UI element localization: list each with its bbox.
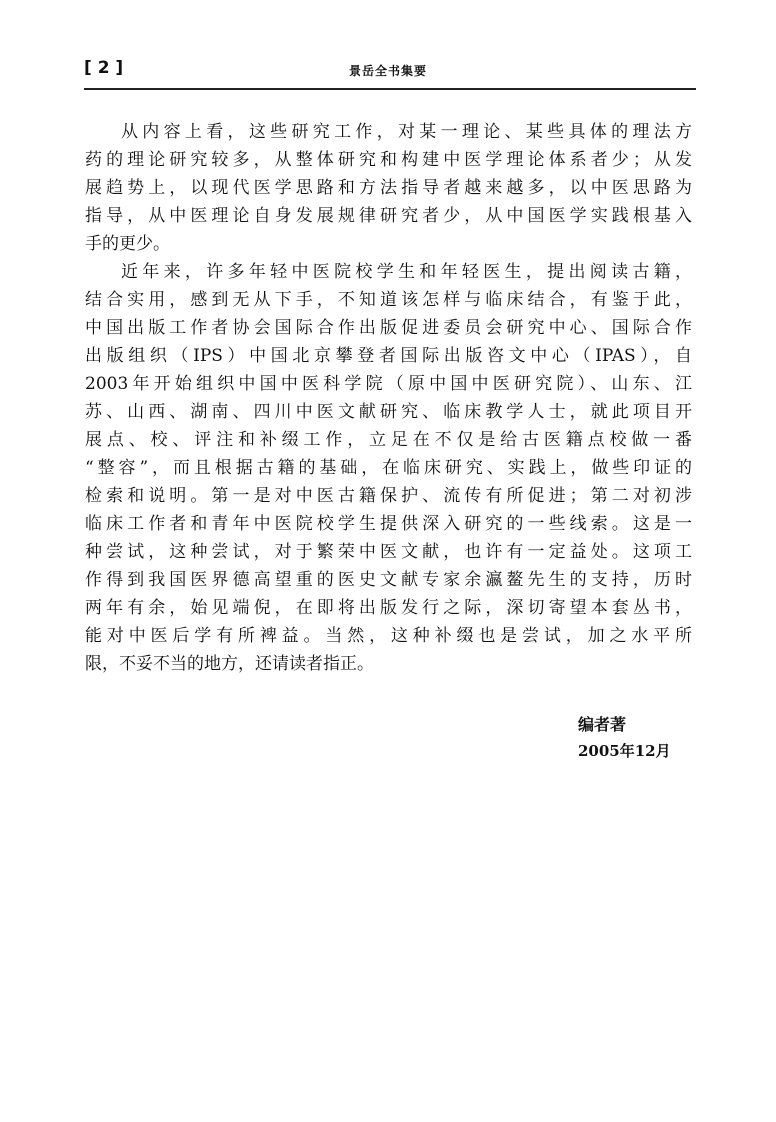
page-number: [ 2 ] bbox=[84, 58, 124, 78]
text-line: 展趋势上，以现代医学思路和方法指导者越来越多，以中医思路为 bbox=[85, 178, 692, 198]
text-line: 指导，从中医理论自身发展规律研究者少，从中国医学实践根基入 bbox=[85, 206, 692, 226]
running-title: 景岳全书集要 bbox=[348, 64, 427, 78]
body-text bbox=[85, 118, 692, 678]
text-line: 手的更少。 bbox=[85, 234, 170, 254]
page-header bbox=[84, 56, 692, 90]
signature-date: 2005年12月 bbox=[578, 742, 671, 760]
text-line: 作得到我国医界德高望重的医史文献专家余瀛鳌先生的支持，历时 bbox=[85, 570, 692, 590]
paragraph bbox=[85, 258, 692, 678]
text-line: “整容”，而且根据古籍的基础，在临床研究、实践上，做些印证的 bbox=[85, 458, 692, 478]
text-line: 2003年开始组织中国中医科学院（原中国中医研究院）、山东、江 bbox=[85, 374, 692, 394]
text-line: 检索和说明。第一是对中医古籍保护、流传有所促进；第二对初涉 bbox=[85, 486, 692, 506]
text-line: 近年来，许多年轻中医院校学生和年轻医生，提出阅读古籍， bbox=[121, 262, 692, 282]
text-line: 中国出版工作者协会国际合作出版促进委员会研究中心、国际合作 bbox=[85, 318, 692, 338]
text-line: 两年有余，始见端倪，在即将出版发行之际，深切寄望本套丛书， bbox=[85, 598, 692, 618]
text-line: 药的理论研究较多，从整体研究和构建中医学理论体系者少；从发 bbox=[85, 150, 692, 170]
text-line: 限，不妥不当的地方，还请读者指正。 bbox=[85, 654, 374, 674]
text-line: 从内容上看，这些研究工作，对某一理论、某些具体的理法方 bbox=[121, 122, 692, 142]
text-line: 种尝试，这种尝试，对于繁荣中医文献，也许有一定益处。这项工 bbox=[85, 542, 692, 562]
paragraph bbox=[85, 118, 692, 258]
signature-author: 编者著 bbox=[578, 715, 627, 734]
header-rule bbox=[84, 88, 696, 90]
text-line: 展点、校、评注和补缀工作，立足在不仅是给古医籍点校做一番 bbox=[85, 430, 692, 450]
text-line: 结合实用，感到无从下手，不知道该怎样与临床结合，有鉴于此， bbox=[85, 290, 692, 310]
text-line: 苏、山西、湖南、四川中医文献研究、临床教学人士，就此项目开 bbox=[85, 402, 692, 422]
text-line: 出版组织（IPS）中国北京攀登者国际出版咨文中心（IPAS），自 bbox=[85, 346, 692, 366]
text-line: 能对中医后学有所裨益。当然，这种补缀也是尝试，加之水平所 bbox=[85, 626, 692, 646]
text-line: 临床工作者和青年中医院校学生提供深入研究的一些线索。这是一 bbox=[85, 514, 692, 534]
